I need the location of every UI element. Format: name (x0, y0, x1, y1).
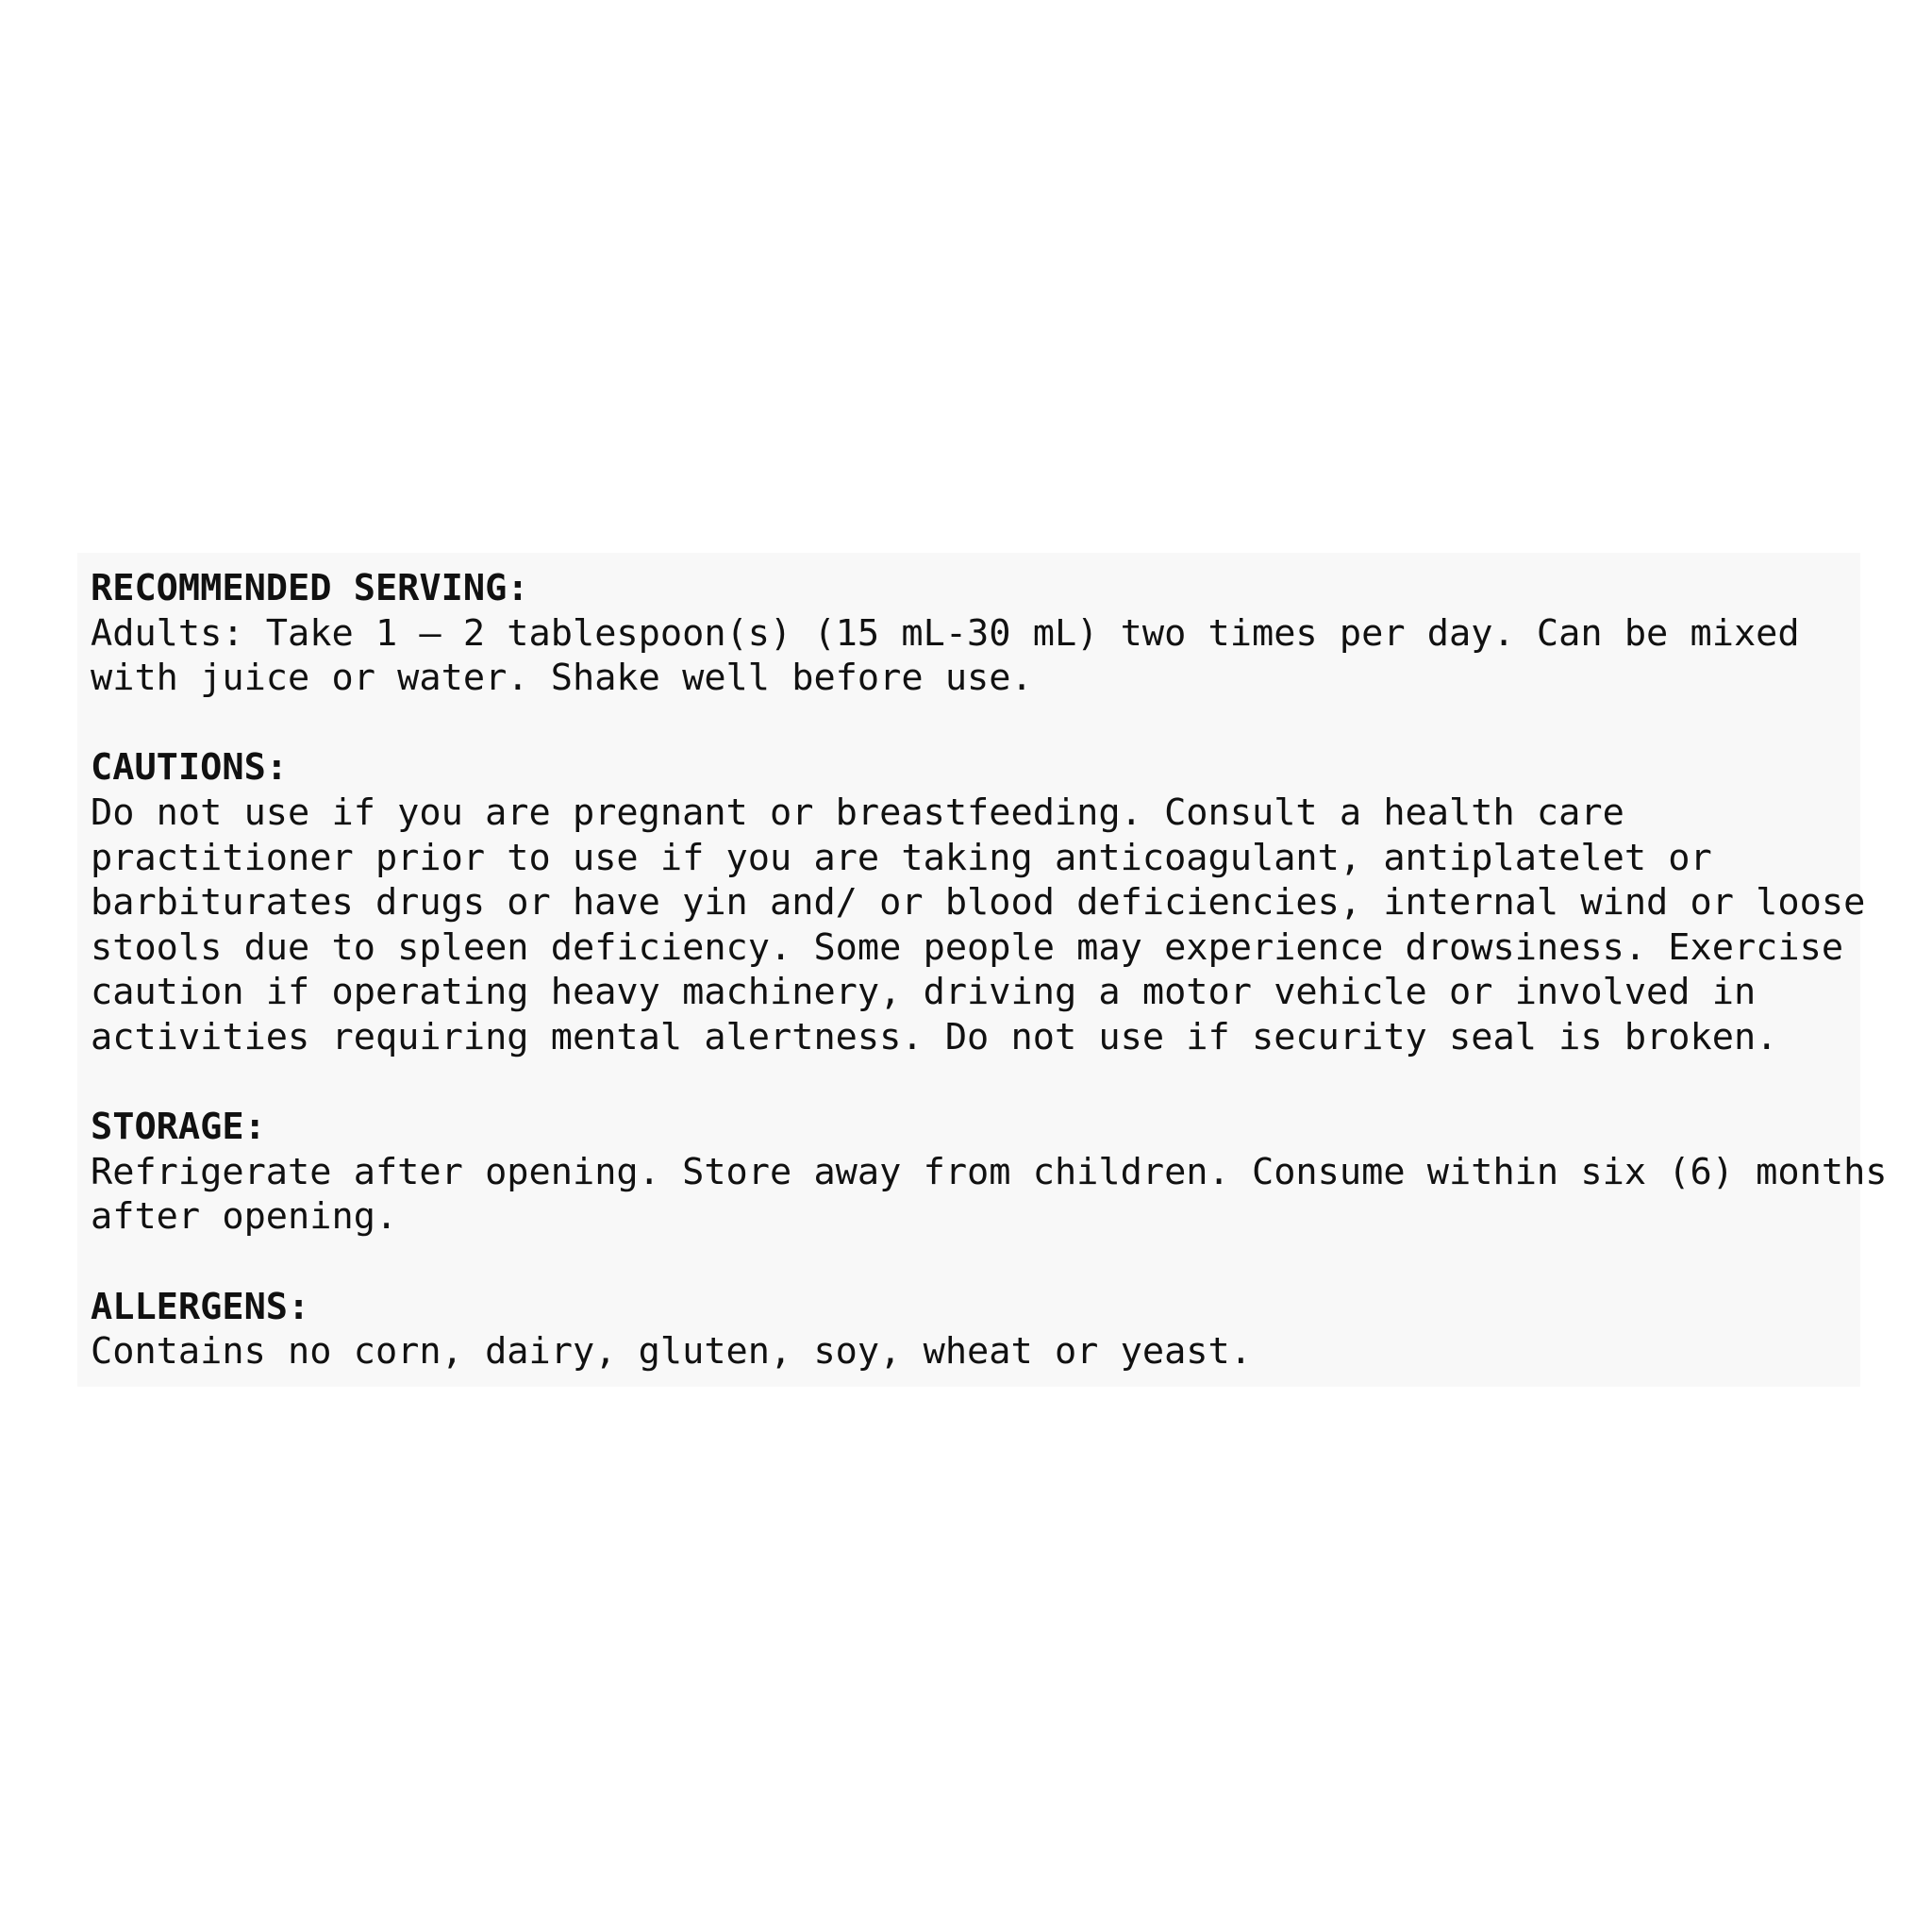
text-line: practitioner prior to use if you are taking anticoagulant, antiplatelet or (91, 836, 1712, 879)
text-line: Adults: Take 1 – 2 tablespoon(s) (15 mL-30 mL) two times per day. Can be mixed (91, 611, 1800, 655)
section-heading: CAUTIONS: (91, 746, 289, 790)
text-line: activities requiring mental alertness. Do not use if security seal is broken. (91, 1015, 1778, 1058)
section-heading: STORAGE: (91, 1106, 266, 1149)
label-text-panel (77, 553, 1888, 1387)
section-storage (91, 1105, 1888, 1240)
section-heading: RECOMMENDED SERVING: (91, 567, 529, 609)
section-cautions (91, 745, 1866, 1059)
text-line: caution if operating heavy machinery, driving a motor vehicle or involved in (91, 971, 1757, 1014)
section-recommended-serving (91, 566, 1860, 701)
text-line: Contains no corn, dairy, gluten, soy, wheat or yeast. (91, 1330, 1252, 1374)
section-allergens (91, 1285, 1860, 1374)
text-line: Do not use if you are pregnant or breastfeeding. Consult a health care (91, 791, 1624, 834)
text-line: Refrigerate after opening. Store away from children. Consume within six (6) months (91, 1150, 1888, 1193)
text-line: with juice or water. Shake well before use. (91, 657, 1033, 700)
text-line: after opening. (91, 1195, 398, 1239)
text-line: barbiturates drugs or have yin and/ or blood deficiencies, internal wind or loose (91, 881, 1866, 924)
section-heading: ALLERGENS: (91, 1285, 310, 1328)
text-line: stools due to spleen deficiency. Some people may experience drowsiness. Exercise (91, 925, 1844, 969)
